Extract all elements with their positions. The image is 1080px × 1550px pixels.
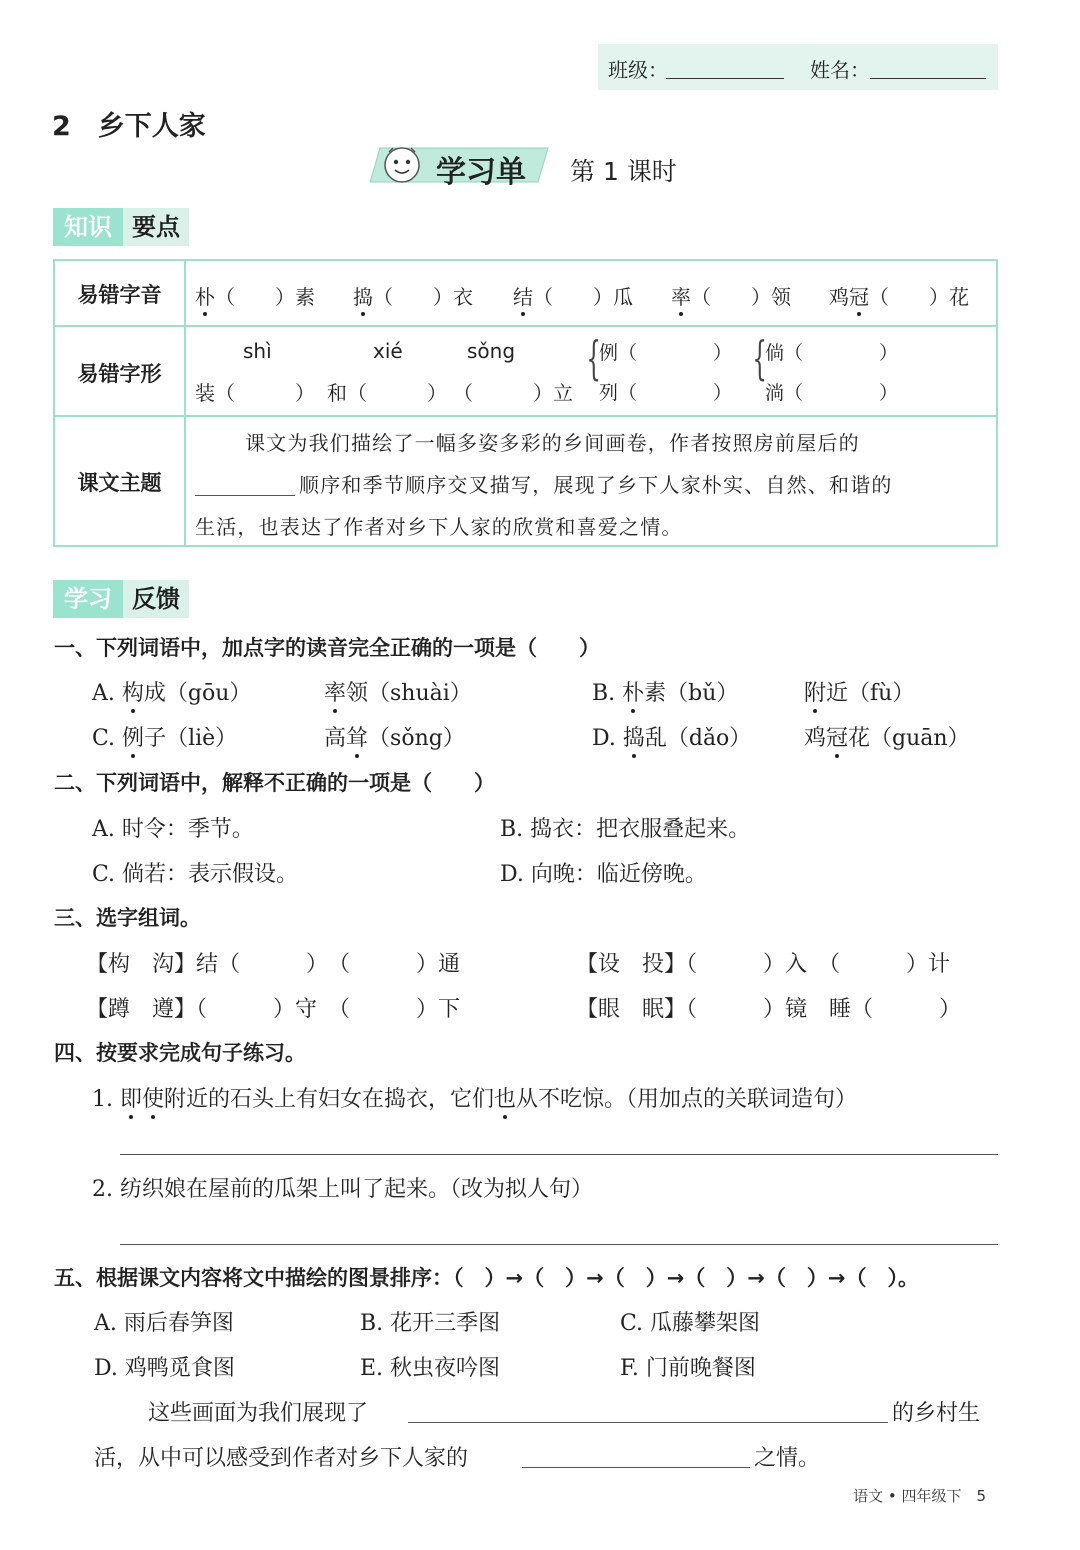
pronunciation-item: 捣（ ）衣 [353, 285, 473, 309]
q3-row[interactable]: 【眼 眠】（ ）镜 睡（ ） [576, 997, 962, 1022]
pronunciation-item: 鸡冠（ ）花 [829, 285, 969, 309]
theme-line-2: 顺序和季节顺序交叉描写，展现了乡下人家朴实、自然、和谐的 [299, 473, 893, 497]
pronunciation-item: 结（ ）瓜 [513, 285, 633, 309]
theme-blank[interactable] [195, 495, 295, 496]
knowledge-table [53, 259, 998, 547]
q1-option[interactable]: D. 捣乱（dǎo） [592, 726, 752, 751]
section-tag-part-a: 知识 [53, 208, 123, 246]
brace-icon: { [752, 331, 767, 385]
q5-option: D. 鸡鸭觅食图 [94, 1356, 235, 1381]
form-group-item[interactable]: 例（ ） [599, 342, 733, 364]
theme-line-1: 课文为我们描绘了一幅多姿多彩的乡间画卷，作者按照房前屋后的 [245, 431, 860, 455]
q3-row[interactable]: 【构 沟】结（ ） （ ）通 [86, 952, 461, 977]
question-5-title: 五、根据课文内容将文中描绘的图景排序：（ ）→（ ）→（ ）→（ ）→（ ）→（ ）。 [54, 1266, 919, 1290]
row-header-theme: 课文主题 [77, 471, 162, 495]
q1-option[interactable]: C. 例子（liè） [92, 726, 238, 751]
theme-line-3: 生活，也表达了作者对乡下人家的欣赏和喜爱之情。 [195, 515, 683, 539]
pinyin-label: xié [373, 339, 403, 363]
form-blank[interactable]: 装（ ） [195, 381, 315, 405]
q1-option[interactable]: 高耸（sǒng） [324, 726, 465, 751]
q5-option: E. 秋虫夜吟图 [360, 1356, 501, 1381]
q3-row[interactable]: 【设 投】（ ）入 （ ）计 [576, 952, 951, 977]
form-group-item[interactable]: 淌（ ） [765, 382, 899, 404]
q5-fill-text: 这些画面为我们展现了 [148, 1401, 369, 1426]
brace-icon: { [586, 331, 601, 385]
form-group-item[interactable]: 倘（ ） [765, 342, 899, 364]
lesson-period: 第 1 课时 [570, 157, 677, 186]
row-header-character-form: 易错字形 [77, 362, 162, 386]
pinyin-label: shì [243, 339, 272, 363]
q2-option[interactable]: D. 向晚：临近傍晚。 [500, 862, 707, 887]
q5-fill-text: 的乡村生 [892, 1401, 981, 1426]
q2-option[interactable]: A. 时令：季节。 [92, 817, 254, 842]
q5-fill-text: 之情。 [754, 1446, 821, 1471]
answer-line[interactable] [522, 1467, 750, 1468]
form-blank[interactable]: 和（ ） [327, 381, 447, 405]
q1-option[interactable]: A. 构成（gōu） [92, 681, 252, 706]
form-blank[interactable]: （ ）立 [453, 381, 573, 405]
form-group-item[interactable]: 列（ ） [599, 382, 733, 404]
q4-sentence-1: 1. 即使附近的石头上有妇女在捣衣，它们也从不吃惊。（用加点的关联词造句） [92, 1087, 858, 1112]
q3-row[interactable]: 【蹲 遵】（ ）守 （ ）下 [86, 997, 461, 1022]
q5-option: B. 花开三季图 [360, 1311, 501, 1336]
q1-option[interactable]: 率领（shuài） [324, 681, 472, 706]
page-footer: 语文 • 四年级下 5 [853, 1487, 986, 1505]
q1-option[interactable]: 鸡冠花（guān） [804, 726, 970, 751]
section-tag-part-b: 要点 [123, 208, 189, 246]
row-header-pronunciation: 易错字音 [77, 283, 162, 307]
question-2-title: 二、下列词语中，解释不正确的一项是（ ） [54, 771, 495, 795]
lesson-title: 2 乡下人家 [52, 111, 206, 142]
section-tag-part-b: 反馈 [123, 580, 189, 618]
answer-line[interactable] [408, 1422, 888, 1423]
name-input-line[interactable] [870, 78, 986, 79]
class-input-line[interactable] [666, 78, 784, 79]
answer-line[interactable] [120, 1154, 998, 1155]
question-4-title: 四、按要求完成句子练习。 [54, 1041, 306, 1065]
question-3-title: 三、选字组词。 [54, 906, 201, 930]
sheet-label: 学习单 [436, 155, 526, 190]
pinyin-label: sǒng [467, 339, 516, 363]
q2-option[interactable]: B. 捣衣：把衣服叠起来。 [500, 817, 751, 842]
pronunciation-item: 朴（ ）素 [195, 285, 315, 309]
section-tag-part-a: 学习 [53, 580, 123, 618]
question-1-title: 一、下列词语中，加点字的读音完全正确的一项是（ ） [54, 636, 600, 660]
name-label: 姓名： [810, 58, 870, 82]
q4-sentence-2: 2. 纺织娘在屋前的瓜架上叫了起来。（改为拟人句） [92, 1177, 593, 1202]
answer-line[interactable] [120, 1244, 998, 1245]
pronunciation-item: 率（ ）领 [671, 285, 791, 309]
class-name-header [598, 44, 998, 90]
q2-option[interactable]: C. 倘若：表示假设。 [92, 862, 299, 887]
q1-option[interactable]: 附近（fù） [804, 681, 915, 706]
q5-option: C. 瓜藤攀架图 [620, 1311, 761, 1336]
q5-option: A. 雨后春笋图 [94, 1311, 234, 1336]
q5-fill-text: 活，从中可以感受到作者对乡下人家的 [94, 1446, 469, 1471]
class-label: 班级： [608, 58, 668, 82]
q1-option[interactable]: B. 朴素（bǔ） [592, 681, 739, 706]
q5-option: F. 门前晚餐图 [620, 1356, 756, 1381]
